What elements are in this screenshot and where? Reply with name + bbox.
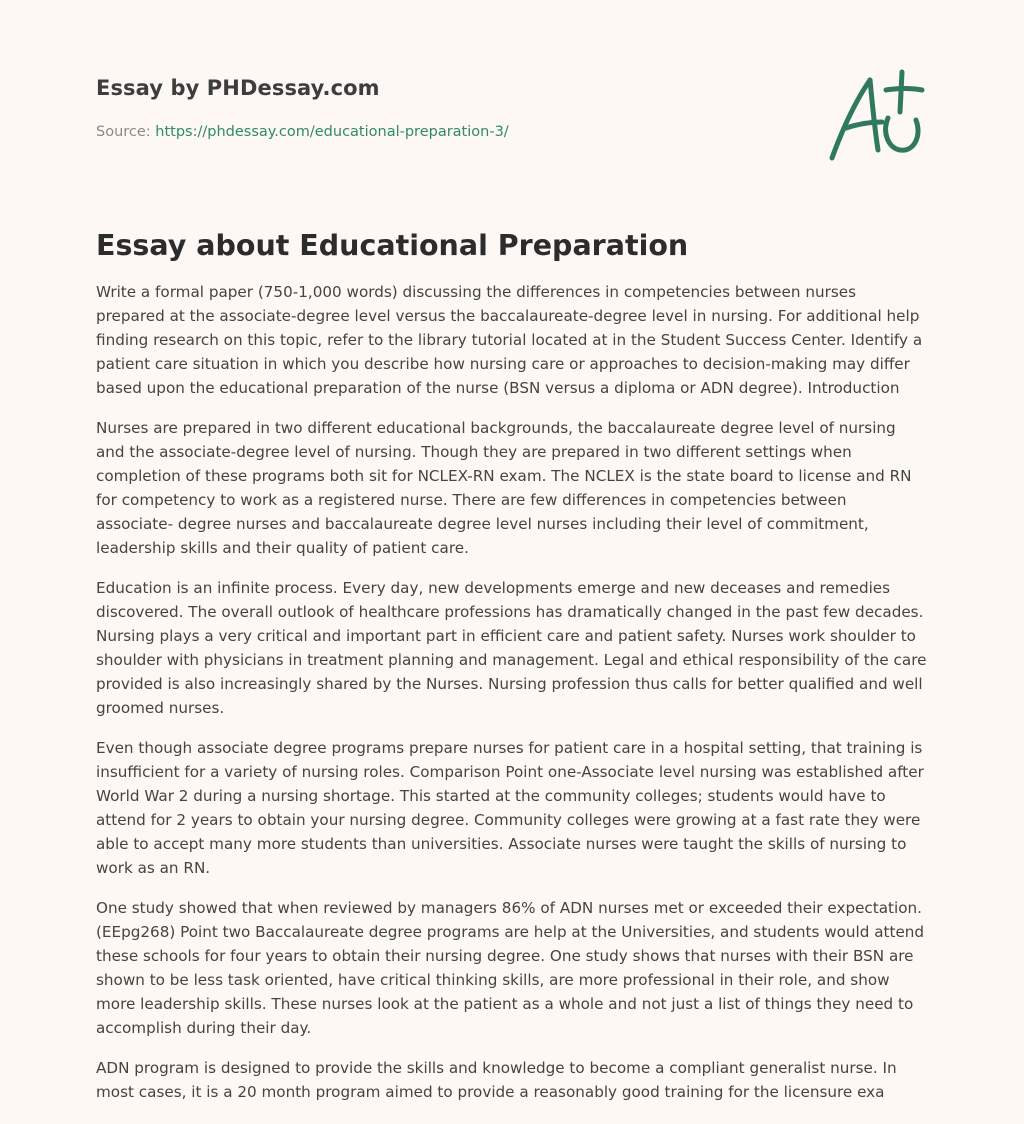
source-line [96, 124, 509, 140]
source-label: Source: [96, 124, 151, 140]
site-title: Essay by PHDessay.com [96, 76, 380, 100]
essay-paragraph: Write a formal paper (750-1,000 words) discussing the differences in competencies between nurses prepared at the associate-degree level versus the baccalaureate-degree level in nursing. For additional help finding research on this topic, refer to the library tutorial located at in the Student Success Center. Identify a patient care situation in which you describe how nursing care or approaches to decision-making may differ based upon the educational preparation of the nurse (BSN versus a diploma or ADN degree). Introduction [96, 283, 923, 397]
essay-paragraph: One study showed that when reviewed by managers 86% of ADN nurses met or exceeded their expectation. (EEpg268) Point two Baccalaureate degree programs are help at the Universities, and students would attend these schools for four years to obtain their nursing degree. One study shows that nurses with their BSN are shown to be less task oriented, have critical thinking skills, are more professional in their role, and show more leadership skills. These nurses look at the patient as a whole and not just a list of things they need to accomplish during their day. [96, 899, 925, 1037]
essay-paragraph: Even though associate degree programs prepare nurses for patient care in a hospital setting, that training is insufficient for a variety of nursing roles. Comparison Point one-Associate level nursing was established after World War 2 during a nursing shortage. This started at the community colleges; students would have to attend for 2 years to obtain your nursing degree. Community colleges were growing at a fast rate they were able to accept many more students than universities. Associate nurses were taught the skills of nursing to work as an RN. [96, 739, 924, 877]
a-plus-logo-icon [826, 66, 930, 166]
essay-paragraph: ADN program is designed to provide the skills and knowledge to become a compliant generalist nurse. In most cases, it is a 20 month program aimed to provide a reasonably good training for the licensure exa [96, 1059, 897, 1101]
source-link[interactable]: https://phdessay.com/educational-preparation-3/ [155, 124, 509, 140]
essay-paragraph: Nurses are prepared in two different educational backgrounds, the baccalaureate degree level of nursing and the associate-degree level of nursing. Though they are prepared in two different settings when completion of these programs both sit for NCLEX-RN exam. The NCLEX is the state board to license and RN for competency to work as a registered nurse. There are few differences in competencies between associate- degree nurses and baccalaureate degree level nurses including their level of commitment, leadership skills and their quality of patient care. [96, 419, 912, 557]
header [96, 0, 928, 200]
essay-title: Essay about Educational Preparation [96, 229, 689, 262]
essay-paragraph: Education is an infinite process. Every day, new developments emerge and new deceases and remedies discovered. The overall outlook of healthcare professions has dramatically changed in the past few decades. Nursing plays a very critical and important part in efficient care and patient safety. Nurses work shoulder to shoulder with physicians in treatment planning and management. Legal and ethical responsibility of the care provided is also increasingly shared by the Nurses. Nursing profession thus calls for better qualified and well groomed nurses. [96, 579, 927, 717]
essay-body [96, 280, 928, 1104]
